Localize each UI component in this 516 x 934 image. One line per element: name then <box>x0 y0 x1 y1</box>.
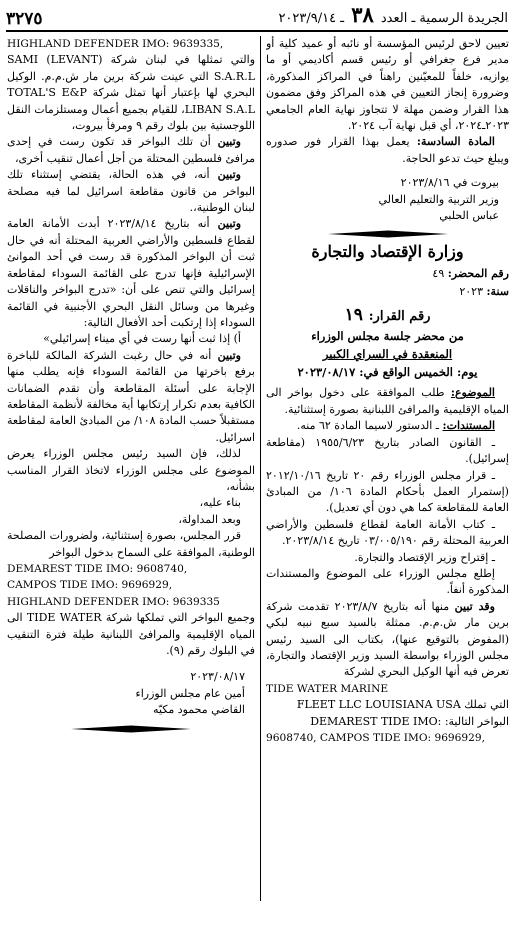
secretary-name: القاضي محمود مكيّه <box>153 703 245 717</box>
reviewed-text: إطلع مجلس الوزراء على الموضوع والمستندات المذكورة أنفاً. <box>266 566 509 597</box>
left-column <box>7 36 255 928</box>
record-number-line <box>266 265 509 283</box>
secretary-signature <box>7 669 245 718</box>
right-column <box>266 36 509 928</box>
minister-signature <box>266 175 499 224</box>
ornament-divider-icon <box>71 725 191 733</box>
vessels-intro: البواخر التالية: <box>444 714 509 728</box>
finding-lead: وتبين <box>217 135 241 149</box>
gazette-name: الجريدة الرسمية ـ العدد <box>380 11 508 26</box>
subject-text: طلب الموافقة على دخول بواخر الى المياه الإقليمية والمرافئ اللبنانية بصورة إستثنائية. <box>266 386 509 416</box>
document-item: ـ القانون الصادر بتاريخ ١٩٥٥/٦/٢٣ (مقاطعة إسرائيل). <box>266 435 509 466</box>
ministry-title: وزارة الإقتصاد والتجارة <box>311 242 464 262</box>
subject <box>266 385 509 418</box>
article-six-label: المادة السادسة: <box>416 135 495 149</box>
record-number: ٤٩ <box>432 267 448 281</box>
finding-text: أنه بتاريخ ٢٠٢٣/٨/١٤ أبدت الأمانة العامة لقطاع فلسطين والأراضي العربية المحتلة أنه في حال ثبت أن البواخر المذكورة قد رست في أحد الموانئ الإسرائيلية فإنها تدرج على القائمة السوداء لمقاطعة إسرائيل والتي تنص على أن: «تدرج البواخر والناقلات وغيرها من وسائل النقل البحري الأجنبية في القائمة السوداء إذا إرتكبت أحد الأفعال التالية: <box>7 217 255 329</box>
ornament-divider-icon <box>328 230 448 238</box>
article-six <box>266 134 509 167</box>
signature-name: عباس الحلبي <box>439 209 499 223</box>
company-line-2 <box>266 697 509 713</box>
article-six-text: يعمل بهذا القرار فور صدوره ويبلغ حيث تدعو الحاجة. <box>266 135 509 165</box>
vessels-line-2: 9608740, CAMPOS TIDE IMO: 9696929, <box>266 732 486 744</box>
vessels-name-1: DEMAREST TIDE IMO: <box>310 714 442 728</box>
signature-date: بيروت في ٢٠٢٣/٨/١٦ <box>400 176 499 190</box>
page-number: ٣٢٧٥ <box>6 9 43 29</box>
company-line-2-ar: التي تملك <box>464 698 509 712</box>
minutes-title: من محضر جلسة مجلس الوزراء <box>311 329 464 344</box>
vessel-highland: HIGHLAND DEFENDER IMO: 9639335, <box>7 38 224 50</box>
finding-lead: وتبين <box>217 217 242 231</box>
request-paragraph <box>266 599 509 681</box>
signature-title: وزير التربية والتعليم العالي <box>378 192 499 206</box>
vessels-line-1 <box>266 714 509 730</box>
company-line-2-en: FLEET LLC LOUISIANA USA <box>296 698 461 712</box>
paragraph-therefore: لذلك، فإن السيد رئيس مجلس الوزراء يعرض الموضوع على مجلس الوزراء لاتخاذ القرار المناسب بشأنه، <box>7 447 255 493</box>
decision-number: ١٩ <box>344 305 369 326</box>
year-value: ٢٠٢٣ <box>459 285 487 299</box>
finding-text: أنه، في هذه الحالة، يقتضي إستثناء تلك البواخر من قانون مقاطعة اسرائيل لما فيه مصلحة لبنان الوطنية،. <box>7 168 255 215</box>
column-divider <box>260 36 261 901</box>
all-vessels-company: TIDE WATER <box>26 611 102 625</box>
paragraph-based-on: بناء عليه، <box>199 496 241 510</box>
paragraph-deliberation: وبعد المداولة، <box>178 512 241 526</box>
finding-lead: وتبين <box>217 348 241 362</box>
year-label: سنة: <box>486 285 509 299</box>
request-lead: وقد تبين <box>454 599 495 613</box>
document-item: ـ إقتراح وزير الإقتصاد والتجارة. <box>354 550 495 564</box>
session-location <box>266 345 509 363</box>
session-location-text: المنعقدة في السراي الكبير <box>322 347 453 362</box>
finding-text: أن تلك البواخر قد تكون رست في إحدى مرافئ فلسطين المحتلة من أجل أعمال تنقيب أخرى، <box>7 135 255 165</box>
paragraph-agent: والتي تمثلها في لبنان شركة SAMI (LEVANT) S.A.R.L التي عينت شركة برين مار ش.م.م. الوكيل البحري لها بإعتبار أنها تمثل شركة TOTAL'S E&P LIBAN S.A.L، للقيام بجميع أعمال ومستلزمات النقل اللوجستية بين بلوك رقم ٩ ومرفأ بيروت، <box>7 53 255 133</box>
page-header <box>6 2 508 32</box>
vessel-highland-2: HIGHLAND DEFENDER IMO: 9639335 <box>7 595 220 608</box>
paragraph-finding-2 <box>7 167 255 216</box>
documents-label: المستندات: <box>442 419 495 433</box>
paragraph-decision: قرر المجلس، بصورة إستثنائية، ولضرورات المصلحة الوطنية، الموافقة على السماح بدخول البواخر <box>7 529 255 559</box>
decision-number-line <box>266 305 509 325</box>
documents <box>266 418 509 434</box>
paragraph-finding-1 <box>7 134 255 167</box>
vessel-campos: CAMPOS TIDE IMO: 9696929, <box>7 579 173 592</box>
documents-text: ـ الدستور لاسيما المادة ٦٢ منه. <box>296 419 443 433</box>
issue-date: ـ ٢٠٢٣/٩/١٤ <box>278 11 345 26</box>
paragraph-finding-3 <box>7 216 255 331</box>
document-item: ـ قرار مجلس الوزراء رقم ٢٠ تاريخ ٢٠١٢/١٠/١٦ (إستمرار العمل بأحكام المادة ١٠٦/ من المبادئ العامة للمقاطعة كما هي دون أي تعديل). <box>266 468 509 515</box>
secretary-sign-date: ٢٠٢٣/٠٨/١٧ <box>190 670 245 684</box>
year-line <box>266 283 509 301</box>
issue-number: ٣٨ <box>351 2 374 27</box>
session-date: يوم: الخميس الواقع في: ٢٠٢٣/٠٨/١٧ <box>297 365 478 380</box>
secretary-title: أمين عام مجلس الوزراء <box>135 686 245 700</box>
intro-paragraph: تعيين لاحق لرئيس المؤسسة أو نائبه أو عميد كلية أو مدير فرع جغرافي أو رئيس قسم أكاديمي أو ما يوازيه، خلفاً للمعيّنين راهناً في المراكز المذكورة، وضرورة إنجاز التعيين في هذه المراكز وفق مضمون هذا القرار وضمن مهلة لا تتجاوز نهاية العام الجامعي ٢٠٢٣ـ٢٠٢٤، أي قبل نهاية آب ٢٠٢٤. <box>266 37 509 133</box>
document-item: ـ كتاب الأمانة العامة لقطاع فلسطين والأراضي العربية المحتلة رقم ٠٣/٠٠٥/١٩٠ تاريخ ٢٠٢٣/٨/١٤. <box>266 517 509 548</box>
all-vessels-text-c: الى المياه الإقليمية والمرافئ اللبنانية طيلة فترة التنقيب في البلوك رقم (٩). <box>7 611 255 658</box>
paragraph-item-a: أ) إذا ثبت أنها رست في أي ميناء إسرائيلي» <box>43 332 241 346</box>
finding-text: أنه في حال رغبت الشركة المالكة للباخرة برفع باخرتها من القائمة السوداء فإنه يطلب منها الإجابة على أسئلة المقاطعة وأن تقدم الضمانات الكافية بعدم تكرار إرتكابها أية مخالفة لأنظمة المقاطعة مستقبلاً حسب المادة ١٠٨/ من المبادئ العامة لمقاطعة اسرائيل. <box>7 348 255 444</box>
finding-lead: وتبين <box>217 168 241 182</box>
paragraph-finding-4 <box>7 348 255 446</box>
paragraph-all-vessels <box>7 610 255 659</box>
subject-label: الموضوع: <box>450 386 495 400</box>
gazette-title <box>278 4 508 30</box>
all-vessels-text-a: وجميع البواخر التي تملكها شركة <box>105 611 255 625</box>
decision-label: رقم القرار: <box>368 309 431 325</box>
vessel-demarest: DEMAREST TIDE IMO: 9608740, <box>7 563 188 575</box>
record-label: رقم المحضر: <box>447 267 509 281</box>
company-line-1: TIDE WATER MARINE <box>266 682 389 695</box>
request-text: منها أنه بتاريخ ٢٠٢٣/٨/٧ تقدمت شركة برين مار ش.م.م. ممثلة بالسيد سبع نبيه لبكي (المفوض بالتوقيع عنها)، بكتاب الى السيد رئيس مجلس الوزراء بواسطة السيد وزير الإقتصاد والتجارة، تعرض فيه أنها الوكيل البحري لشركة <box>266 599 509 679</box>
